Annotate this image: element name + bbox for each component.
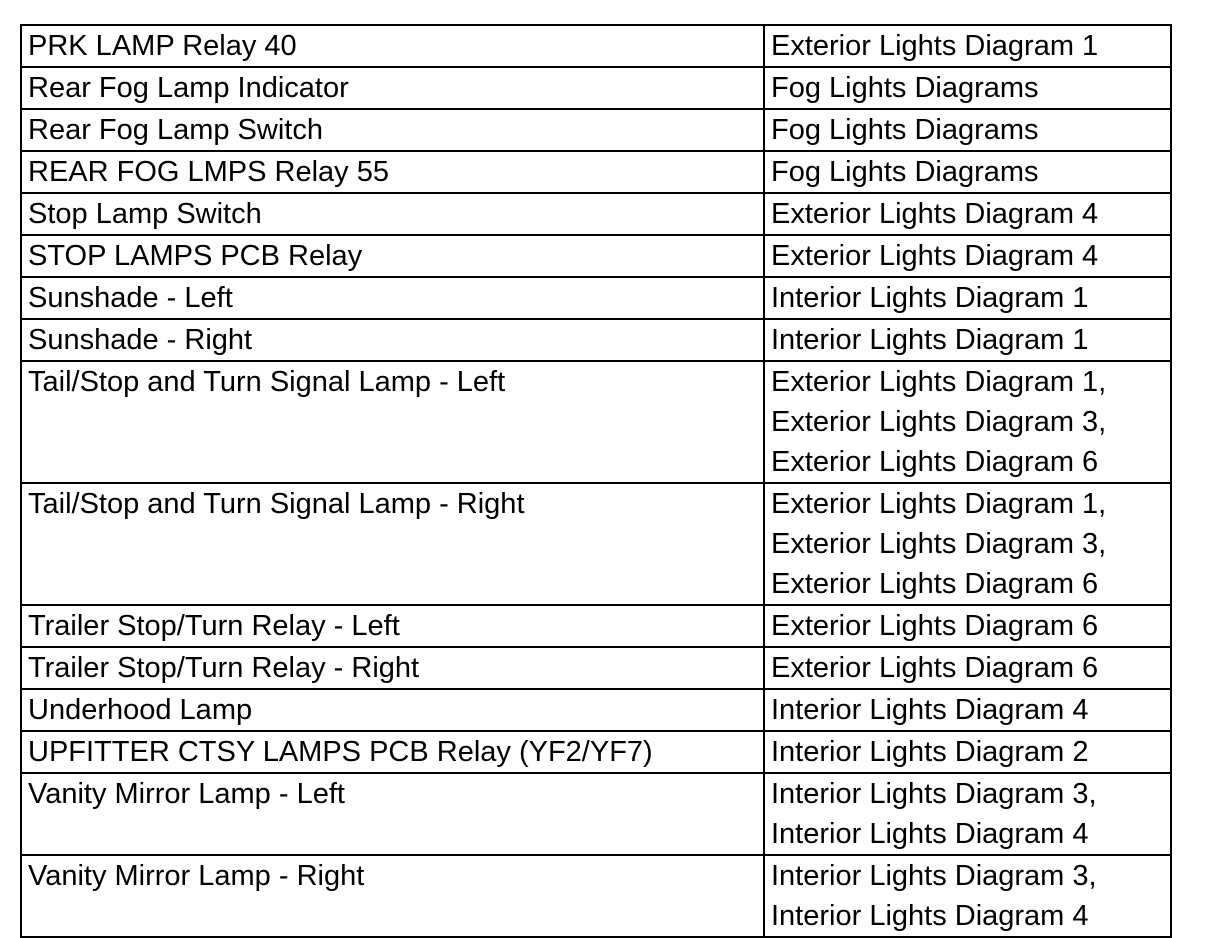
diagram-cell <box>764 647 1171 689</box>
diagram-cell <box>764 235 1171 277</box>
diagram-reference: Fog Lights Diagrams <box>771 72 1039 104</box>
component-name: Underhood Lamp <box>28 694 253 726</box>
component-name: Vanity Mirror Lamp - Left <box>28 778 345 810</box>
diagram-reference: Exterior Lights Diagram 6 <box>771 568 1099 600</box>
component-name: Trailer Stop/Turn Relay - Left <box>28 610 400 642</box>
diagram-reference: Interior Lights Diagram 3, <box>771 778 1097 810</box>
table-body <box>21 25 1171 937</box>
component-name: Vanity Mirror Lamp - Right <box>28 860 365 892</box>
table-row <box>21 361 1171 483</box>
diagram-cell <box>764 151 1171 193</box>
component-cell <box>21 483 764 605</box>
diagram-cell <box>764 731 1171 773</box>
table-row <box>21 193 1171 235</box>
diagram-reference: Interior Lights Diagram 4 <box>771 818 1089 850</box>
diagram-reference: Exterior Lights Diagram 4 <box>771 198 1099 230</box>
diagram-reference: Fog Lights Diagrams <box>771 114 1039 146</box>
diagram-cell <box>764 361 1171 483</box>
diagram-reference: Fog Lights Diagrams <box>771 156 1039 188</box>
diagram-cell <box>764 689 1171 731</box>
component-name: Sunshade - Right <box>28 324 253 356</box>
component-name: Tail/Stop and Turn Signal Lamp - Left <box>28 366 506 398</box>
table-row <box>21 277 1171 319</box>
component-cell <box>21 277 764 319</box>
component-name: Rear Fog Lamp Indicator <box>28 72 349 104</box>
component-name: Rear Fog Lamp Switch <box>28 114 323 146</box>
table-row <box>21 731 1171 773</box>
diagram-cell <box>764 109 1171 151</box>
component-name: STOP LAMPS PCB Relay <box>28 240 363 272</box>
component-name: REAR FOG LMPS Relay 55 <box>28 156 389 188</box>
diagram-reference: Exterior Lights Diagram 1, <box>771 488 1107 520</box>
component-cell <box>21 151 764 193</box>
diagram-cell <box>764 855 1171 937</box>
table-row <box>21 605 1171 647</box>
diagram-cell <box>764 773 1171 855</box>
component-cell <box>21 25 764 67</box>
diagram-reference: Exterior Lights Diagram 4 <box>771 240 1099 272</box>
diagram-reference: Interior Lights Diagram 4 <box>771 694 1089 726</box>
component-cell <box>21 731 764 773</box>
table-row <box>21 25 1171 67</box>
diagram-cell <box>764 483 1171 605</box>
component-name: Tail/Stop and Turn Signal Lamp - Right <box>28 488 525 520</box>
component-cell <box>21 361 764 483</box>
component-cell <box>21 689 764 731</box>
diagram-reference: Exterior Lights Diagram 3, <box>771 406 1107 438</box>
component-cell <box>21 319 764 361</box>
table-row <box>21 151 1171 193</box>
component-cell <box>21 67 764 109</box>
component-cell <box>21 235 764 277</box>
diagram-reference: Interior Lights Diagram 2 <box>771 736 1089 768</box>
component-name: Sunshade - Left <box>28 282 233 314</box>
component-name: PRK LAMP Relay 40 <box>28 30 297 62</box>
table-row <box>21 67 1171 109</box>
component-cell <box>21 605 764 647</box>
diagram-reference: Interior Lights Diagram 3, <box>771 860 1097 892</box>
diagram-reference: Exterior Lights Diagram 3, <box>771 528 1107 560</box>
component-cell <box>21 109 764 151</box>
table-row <box>21 689 1171 731</box>
component-name: Stop Lamp Switch <box>28 198 262 230</box>
component-cell <box>21 855 764 937</box>
table-row <box>21 773 1171 855</box>
table-row <box>21 647 1171 689</box>
diagram-cell <box>764 193 1171 235</box>
table-row <box>21 855 1171 937</box>
diagram-reference: Exterior Lights Diagram 1 <box>771 30 1099 62</box>
component-cell <box>21 193 764 235</box>
component-name: UPFITTER CTSY LAMPS PCB Relay (YF2/YF7) <box>28 736 653 768</box>
table-row <box>21 235 1171 277</box>
component-cell <box>21 773 764 855</box>
diagram-reference: Exterior Lights Diagram 6 <box>771 652 1099 684</box>
diagram-cell <box>764 67 1171 109</box>
diagram-reference: Interior Lights Diagram 1 <box>771 282 1089 314</box>
table-row <box>21 319 1171 361</box>
component-cell <box>21 647 764 689</box>
diagram-reference: Exterior Lights Diagram 6 <box>771 610 1099 642</box>
diagram-reference: Exterior Lights Diagram 1, <box>771 366 1107 398</box>
component-index-table <box>20 24 1172 938</box>
table-row <box>21 109 1171 151</box>
diagram-reference: Interior Lights Diagram 1 <box>771 324 1089 356</box>
diagram-cell <box>764 25 1171 67</box>
diagram-cell <box>764 277 1171 319</box>
diagram-reference: Interior Lights Diagram 4 <box>771 900 1089 932</box>
component-name: Trailer Stop/Turn Relay - Right <box>28 652 420 684</box>
diagram-cell <box>764 319 1171 361</box>
diagram-cell <box>764 605 1171 647</box>
diagram-reference: Exterior Lights Diagram 6 <box>771 446 1099 478</box>
table-row <box>21 483 1171 605</box>
